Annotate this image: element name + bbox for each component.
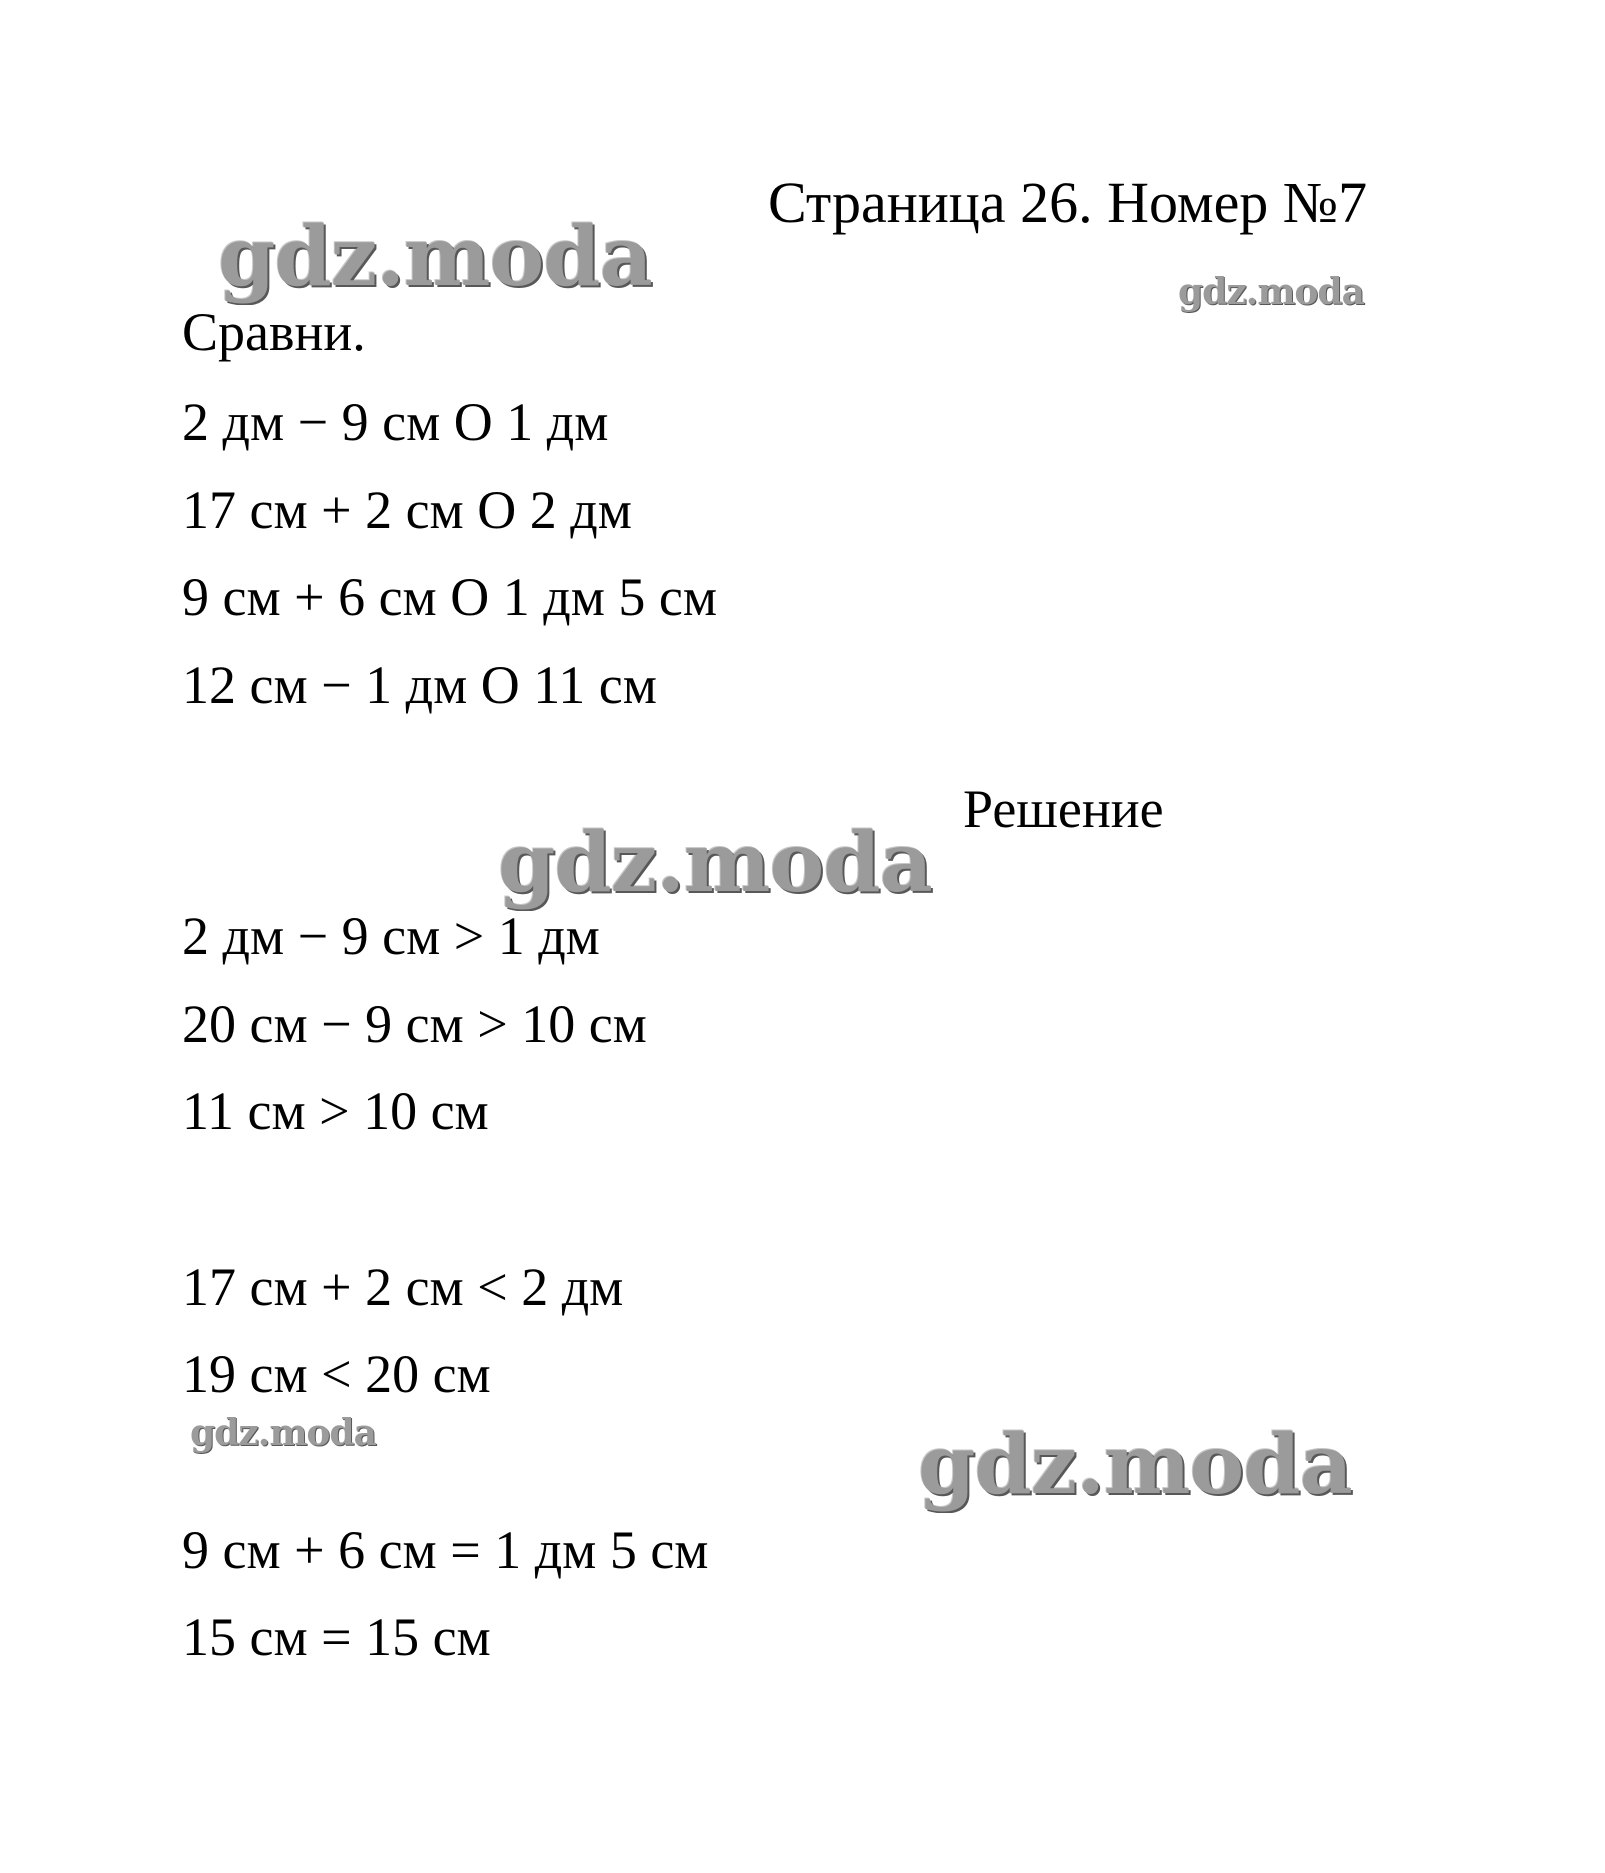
watermark: gdz.moda [1178,271,1364,313]
solution-line: 19 см < 20 см [182,1344,491,1404]
task-line: 17 см + 2 см О 2 дм [182,480,632,540]
watermark: gdz.moda [218,209,652,305]
solution-line: 2 дм − 9 см > 1 дм [182,906,600,966]
page-title: Страница 26. Номер №7 [768,170,1368,235]
task-line: 9 см + 6 см О 1 дм 5 см [182,567,718,627]
solution-line: 11 см > 10 см [182,1081,489,1141]
solution-line: 17 см + 2 см < 2 дм [182,1257,624,1317]
solution-line: 9 см + 6 см = 1 дм 5 см [182,1520,709,1580]
solution-line: 15 см = 15 см [182,1607,491,1667]
watermark: gdz.moda [190,1412,376,1454]
watermark: gdz.moda [498,815,932,911]
task-line: 2 дм − 9 см О 1 дм [182,392,609,452]
solution-title: Решение [963,779,1164,839]
task-label: Сравни. [182,302,366,362]
watermark: gdz.moda [918,1417,1352,1513]
solution-line: 20 см − 9 см > 10 см [182,994,647,1054]
task-line: 12 см − 1 дм О 11 см [182,655,657,715]
